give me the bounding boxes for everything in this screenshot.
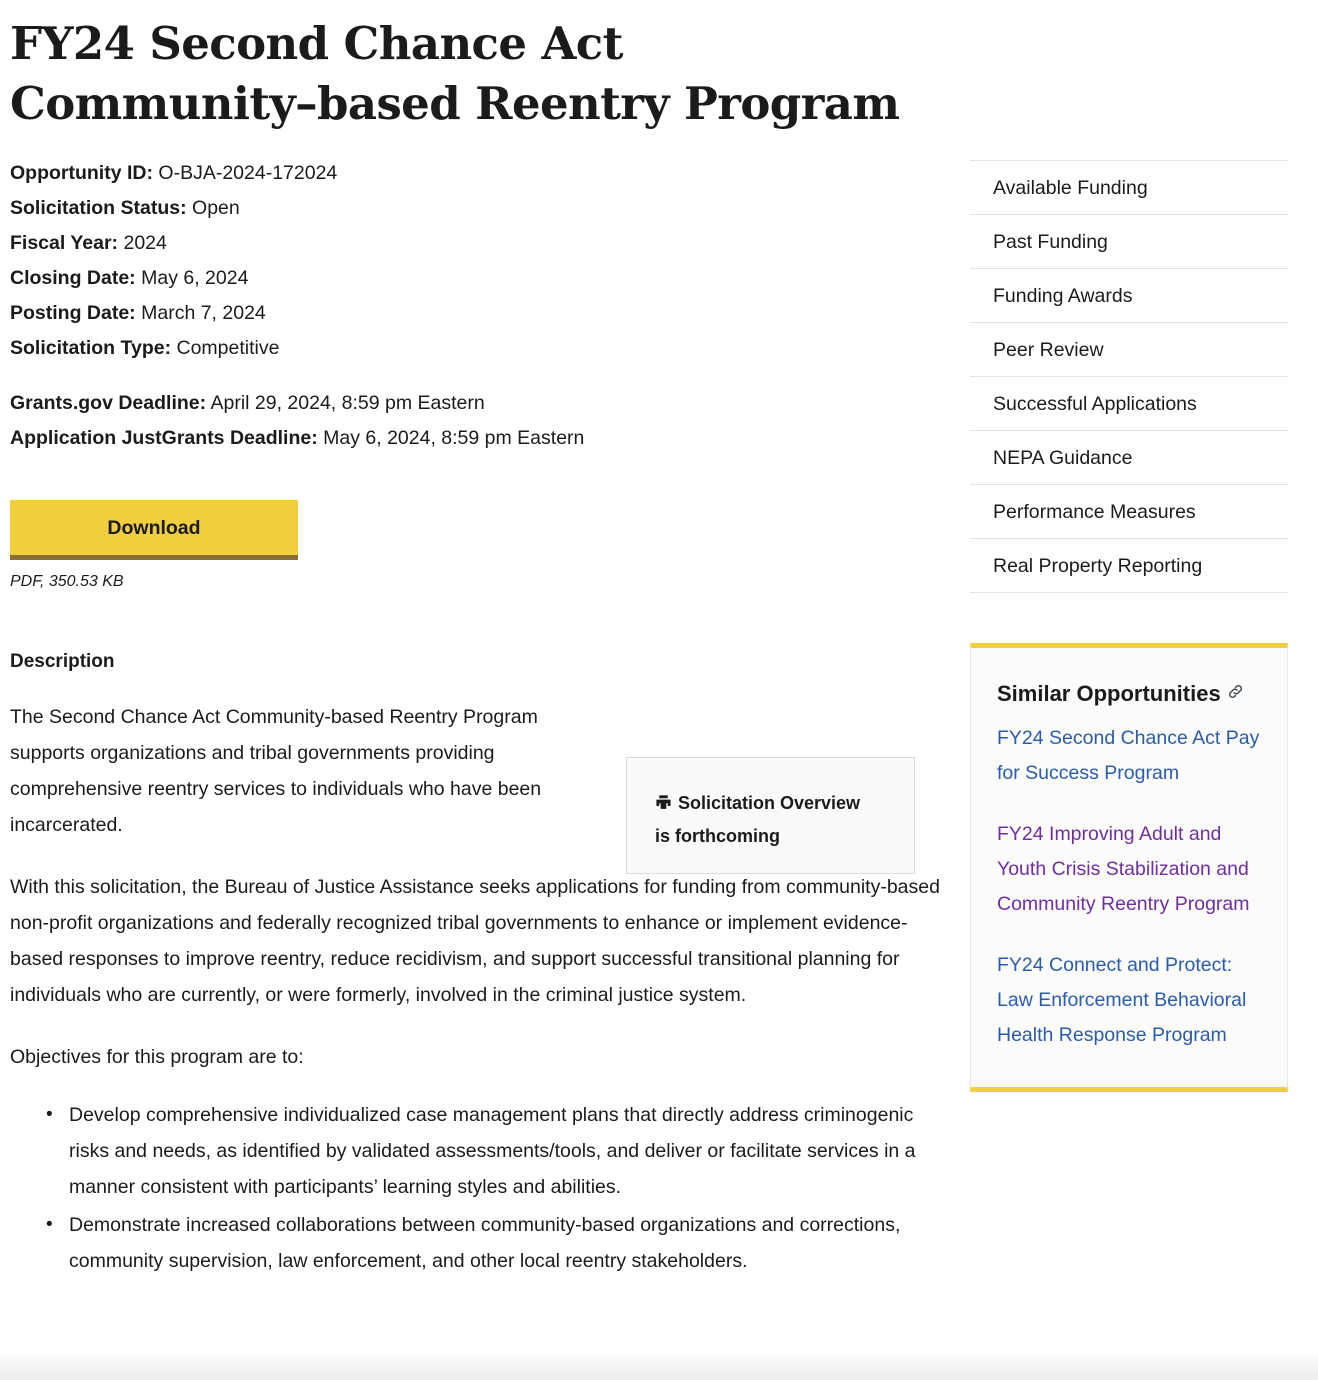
description-body [10, 699, 940, 1279]
description-heading: Description [10, 650, 115, 672]
meta-value: May 6, 2024 [141, 266, 249, 289]
meta-row-posting-date [10, 296, 940, 331]
link-icon [1226, 676, 1245, 712]
meta-value: May 6, 2024, 8:59 pm Eastern [323, 426, 585, 449]
meta-label: Grants.gov Deadline: [10, 391, 207, 414]
callout-line-1 [655, 788, 892, 821]
meta-label: Posting Date: [10, 301, 136, 324]
similar-opportunity-link-2[interactable]: FY24 Improving Adult and Youth Crisis Stabilization and Community Reentry Program [997, 823, 1250, 915]
sidebar-item-peer-review[interactable]: Peer Review [970, 323, 1288, 377]
meta-row-fiscal-year [10, 226, 940, 261]
objective-item: • Develop comprehensive individualized case management plans that directly address criminogenic risks and needs, as identified by validated assessments/tools, and deliver or facilitate services in a manner consistent with participants’ learning styles and abilities. [46, 1097, 940, 1205]
page-title: FY24 Second Chance Act Community–based Reentry Program [10, 17, 900, 130]
similar-opportunities-title-text: Similar Opportunities [997, 681, 1221, 706]
meta-label: Application JustGrants Deadline: [10, 426, 318, 449]
opportunity-metadata-list [10, 156, 940, 456]
meta-value: March 7, 2024 [141, 301, 266, 324]
download-button[interactable]: Download [10, 500, 298, 560]
objectives-list [10, 1097, 940, 1279]
similar-opportunities-title [997, 676, 1261, 712]
meta-row-opportunity-id [10, 156, 940, 191]
similar-opportunity-link-3[interactable]: FY24 Connect and Protect: Law Enforcement Behavioral Health Response Program [997, 954, 1247, 1046]
meta-value: O-BJA-2024-172024 [158, 161, 338, 184]
meta-row-justgrants-deadline [10, 421, 940, 456]
meta-spacer [10, 366, 940, 386]
printer-icon [655, 790, 672, 821]
meta-value: April 29, 2024, 8:59 pm Eastern [210, 391, 485, 414]
meta-value: Open [192, 196, 240, 219]
sidebar-item-performance-measures[interactable]: Performance Measures [970, 485, 1288, 539]
meta-label: Opportunity ID: [10, 161, 153, 184]
sidebar-item-funding-awards[interactable]: Funding Awards [970, 269, 1288, 323]
file-size-note: PDF, 350.53 KB [10, 572, 124, 590]
sidebar-column [940, 0, 1290, 1092]
meta-row-closing-date [10, 261, 940, 296]
callout-text-line-1: Solicitation Overview [678, 792, 861, 813]
meta-label: Fiscal Year: [10, 231, 119, 254]
meta-label: Closing Date: [10, 266, 136, 289]
download-section [10, 500, 940, 591]
description-paragraph-1: The Second Chance Act Community-based Reentry Program supports organizations and tribal governments providing comprehensive reentry services to individuals who have been incarcerated. [10, 705, 542, 836]
meta-label: Solicitation Status: [10, 196, 187, 219]
similar-opportunities-box [970, 643, 1288, 1092]
sidebar-item-nepa-guidance[interactable]: NEPA Guidance [970, 431, 1288, 485]
solicitation-overview-callout [626, 757, 915, 874]
description-paragraph-2: With this solicitation, the Bureau of Justice Assistance seeks applications for funding from community-based non-profit organizations and federally recognized tribal governments to enhance or implement evidence-based responses to improve reentry, reduce recidivism, and support successful transitional planning for individuals who are currently, or were formerly, involved in the criminal justice system. [10, 875, 940, 1006]
sidebar-nav [970, 160, 1288, 593]
objectives-intro: Objectives for this program are to: [10, 1045, 304, 1068]
main-content-column [10, 0, 940, 1281]
meta-label: Solicitation Type: [10, 336, 172, 359]
sidebar-item-available-funding[interactable]: Available Funding [970, 161, 1288, 215]
similar-opportunity-link-1[interactable]: FY24 Second Chance Act Pay for Success Program [997, 727, 1260, 784]
bottom-fade-overlay [0, 1352, 1318, 1380]
meta-row-solicitation-status [10, 191, 940, 226]
sidebar-item-past-funding[interactable]: Past Funding [970, 215, 1288, 269]
objective-item: • Demonstrate increased collaborations between community-based organizations and corrections, community supervision, law enforcement, and other local reentry stakeholders. [46, 1207, 940, 1279]
callout-text-line-2: is forthcoming [655, 825, 780, 846]
meta-row-grants-gov-deadline [10, 386, 940, 421]
sidebar-item-successful-applications[interactable]: Successful Applications [970, 377, 1288, 431]
meta-row-solicitation-type [10, 331, 940, 366]
meta-value: Competitive [176, 336, 280, 359]
meta-value: 2024 [123, 231, 167, 254]
sidebar-item-real-property-reporting[interactable]: Real Property Reporting [970, 539, 1288, 593]
